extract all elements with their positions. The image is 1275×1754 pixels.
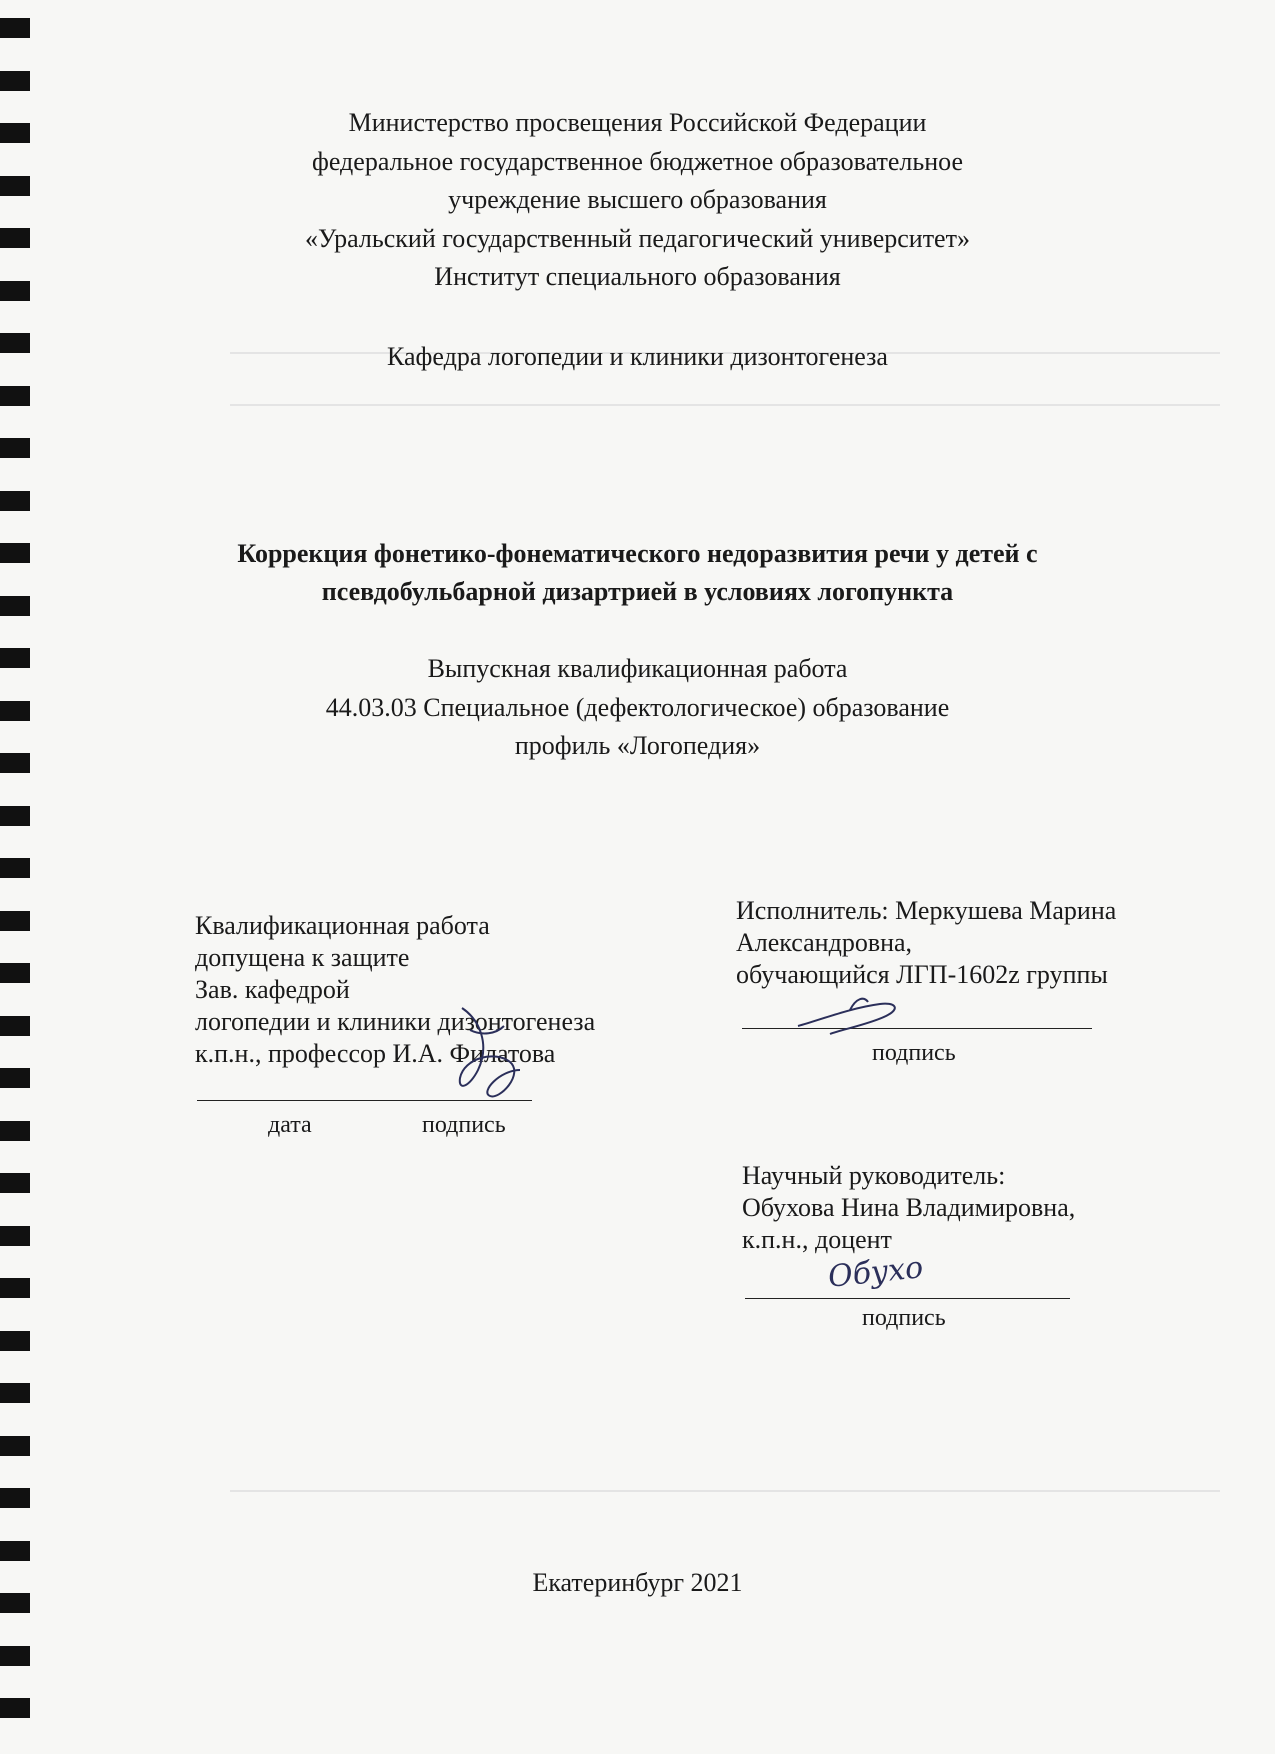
- student-line: Исполнитель: Меркушева Марина: [736, 896, 1117, 925]
- supervisor-line: к.п.н., доцент: [742, 1225, 892, 1254]
- date-caption: дата: [268, 1112, 312, 1138]
- ministry-header: [0, 104, 1275, 297]
- title-line: псевдобульбарной дизартрией в условиях логопункта: [321, 577, 954, 606]
- admission-line: Квалификационная работа: [195, 911, 490, 940]
- binding-hole: [0, 1173, 30, 1193]
- supervisor-line: Научный руководитель:: [742, 1161, 1006, 1190]
- binding-hole: [0, 858, 30, 878]
- profile-label: профиль «Логопедия»: [514, 731, 761, 760]
- binding-hole: [0, 963, 30, 983]
- supervisor-signature-caption: подпись: [862, 1305, 946, 1331]
- admission-line: к.п.н., профессор И.А. Филатова: [195, 1039, 556, 1068]
- department-name: Кафедра логопедии и клиники дизонтогенеза: [387, 342, 888, 371]
- binding-hole: [0, 18, 30, 38]
- bleed-through-line: [230, 1490, 1220, 1492]
- student-signature: [790, 990, 920, 1040]
- binding-hole: [0, 1436, 30, 1456]
- student-signature-caption: подпись: [872, 1040, 956, 1066]
- signature-caption: подпись: [422, 1112, 506, 1138]
- title-line: Коррекция фонетико-фонематического недоразвития речи у детей с: [237, 539, 1038, 568]
- admission-line: Зав. кафедрой: [195, 975, 350, 1004]
- binding-hole: [0, 491, 30, 511]
- supervisor-handwritten-signature: Обухо: [826, 1250, 925, 1295]
- supervisor-signature-line: [745, 1298, 1070, 1299]
- binding-hole: [0, 438, 30, 458]
- work-type-label: Выпускная квалификационная работа: [427, 654, 848, 683]
- student-line: Александровна,: [736, 928, 913, 957]
- head-signature: [440, 1000, 540, 1110]
- binding-hole: [0, 1331, 30, 1351]
- binding-hole: [0, 806, 30, 826]
- specialty-code: 44.03.03 Специальное (дефектологическое) образование: [325, 692, 950, 722]
- binding-hole: [0, 1016, 30, 1036]
- binding-hole: [0, 1226, 30, 1246]
- admission-line: допущена к защите: [195, 943, 410, 972]
- thesis-title: [0, 535, 1275, 611]
- binding-hole: [0, 1541, 30, 1561]
- binding-hole: [0, 1488, 30, 1508]
- supervisor-block: [742, 1160, 1075, 1256]
- student-block: [736, 895, 1116, 991]
- header-line: «Уральский государственный педагогический университет»: [305, 223, 970, 253]
- binding-hole: [0, 1383, 30, 1403]
- binding-hole: [0, 1646, 30, 1666]
- admission-line: логопедии и клиники дизонтогенеза: [195, 1007, 596, 1036]
- binding-hole: [0, 1068, 30, 1088]
- header-line: Министерство просвещения Российской Федерации: [348, 108, 927, 137]
- supervisor-line: Обухова Нина Владимировна,: [742, 1193, 1076, 1222]
- work-type: [0, 650, 1275, 766]
- header-line: федеральное государственное бюджетное образовательное: [312, 146, 963, 176]
- binding-hole: [0, 911, 30, 931]
- binding-hole: [0, 1698, 30, 1718]
- header-line: учреждение высшего образования: [448, 185, 827, 214]
- binding-hole: [0, 1278, 30, 1298]
- header-line: Институт специального образования: [434, 262, 841, 291]
- binding-hole: [0, 1121, 30, 1141]
- city-year: Екатеринбург 2021: [532, 1568, 743, 1597]
- bleed-through-line: [230, 404, 1220, 406]
- student-line: обучающийся ЛГП-1602z группы: [736, 960, 1108, 989]
- binding-hole: [0, 386, 30, 406]
- binding-hole: [0, 71, 30, 91]
